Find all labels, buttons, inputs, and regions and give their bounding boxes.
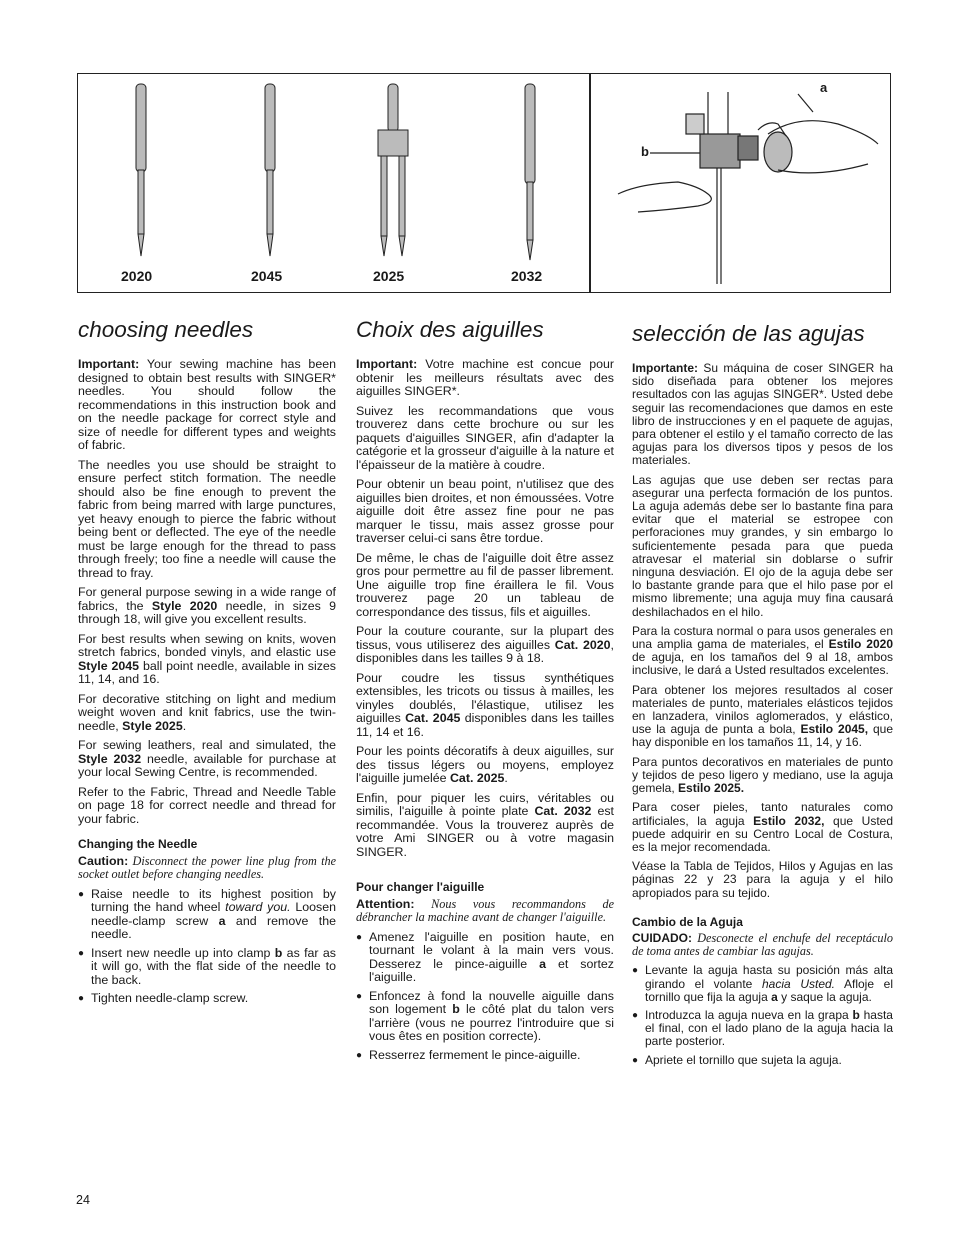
french-steps — [356, 931, 614, 1063]
french-column — [356, 316, 614, 1067]
callout-a: a — [820, 80, 828, 95]
needle-label-2020: 2020 — [121, 268, 153, 284]
english-para-3: For general purpose sewing in a wide range of fabrics, the Style 2020 needle, in sizes 9 through 18, will give you excellent results. — [78, 585, 337, 626]
spanish-step-3: ● Apriete el tornillo que sujeta la aguja. — [632, 1054, 893, 1067]
spanish-para-1: Importante: Su máquina de coser SINGER ha sido diseñada para obtener los mejores resultados con las agujas SINGER*. Usted debe seguir las recomendaciones que damos en este libro de instrucciones y en el paquete de agujas, para obtener el estilo y el tamaño correcto de las agujas para los diversos tipos y pesos de los materiales. — [632, 361, 893, 468]
spanish-para-5: Para puntos decorativos en materiales de punto y tejidos de peso ligero y mediano, use la aguja gemela, Estilo 2025. — [632, 754, 893, 796]
english-title: choosing needles — [78, 317, 254, 342]
french-para-7: Pour les points décoratifs à deux aiguilles, sur des tissus légers ou moyens, employez l'aiguille jumelée Cat. 2025. — [356, 744, 614, 785]
needle-figure — [77, 73, 891, 293]
spanish-column — [632, 316, 893, 1072]
french-step-3: ● Resserrez fermement le pince-aiguille. — [356, 1049, 614, 1063]
english-para-1: Important: Your sewing machine has been designed to obtain best results with SINGER* needles. You should follow the recommendations in this instruction book and on the needle package for correct style and size of needle for different types and weights of fabric. — [78, 357, 336, 452]
spanish-changing-heading: Cambio de la Aguja — [632, 914, 743, 929]
french-para-5: Pour la couture courante, sur la plupart des tissus, vous utiliserez des aiguilles Cat. 2020, disponibles dans les tailles 9 à 18. — [356, 624, 614, 665]
needle-label-2025: 2025 — [373, 268, 405, 284]
english-para-6: For sewing leathers, real and simulated, the Style 2032 needle, available for purchase at your local Sewing Centre, is recommended. — [78, 738, 336, 779]
spanish-steps — [632, 964, 893, 1066]
needle-clamp-drawing — [618, 92, 878, 284]
spanish-para-2: Las agujas que use deben ser rectas para asegurar una perfecta formación de los puntos. La aguja además debe ser lo bastante fina para evitar que el material se estropee con perforaciones muy grandes, y sin embargo lo suficientemente pesada para que pueda atravesar el material sin doblarse o sufrir ninguna desviación. El ojo de la aguja debe ser lo bastante grande para que el hilo pase por el mismo libremente; una aguja muy fina causará deshilachados en el hilo. — [632, 472, 893, 619]
english-step-3: ● Tighten needle-clamp screw. — [78, 992, 336, 1006]
spanish-caution: CUIDADO: Desconecte el enchufe del receptáculo de toma antes de cambiar las agujas. — [632, 930, 893, 959]
spanish-para-7: Véase la Tabla de Tejidos, Hilos y Agujas en las páginas 22 y 23 para la aguja y el hilo apropiados para su tejido. — [632, 859, 893, 900]
french-para-1: Important: Votre machine est concue pour obtenir les meilleurs résultats avec des aiguilles SINGER*. — [356, 357, 614, 398]
french-para-2: Suivez les recommandations que vous trouverez dans cette brochure ou sur les paquets d'aiguilles SINGER, afin d'adapter la catégorie et la grosseur d'aiguille à la nature et l'épaisseur de la matière à coudre. — [356, 403, 614, 472]
needles-illustration — [78, 74, 892, 294]
english-caution: Caution: Disconnect the power line plug from the socket outlet before changing needles. — [78, 853, 336, 881]
needle-2020-drawing — [136, 84, 146, 256]
french-caution: Attention: Nous vous recommandons de débrancher la machine avant de changer l'aiguille. — [356, 896, 614, 924]
spanish-para-4: Para obtener los mejores resultados al coser materiales de punto, materiales elásticos tejidos en lanzadera, vinilos aglomerados, y elástico, use la aguja de punta a bola, Estilo 2045, que hay disponible en los tamaños 11, 14, y 16. — [632, 682, 893, 750]
english-step-1: ● Raise needle to its highest position by turning the hand wheel toward you. Loosen needle-clamp screw a and remove the needle. — [78, 888, 336, 942]
spanish-title: selección de las agujas — [632, 321, 865, 346]
english-changing-heading: Changing the Needle — [78, 837, 198, 851]
spanish-para-3: Para la costura normal o para usos generales en una amplia gama de materiales, el Estilo 2020 de aguja, en los tamaños del 9 al 18, ambos inclusive, le dará a Usted resultados excelentes. — [632, 623, 893, 678]
french-step-2: ● Enfoncez à fond la nouvelle aiguille dans son logement b le côté plat du talon vers l'arrière (vous ne pourrez l'introduire que si vous êtes en position correcte). — [356, 990, 614, 1044]
english-para-7: Refer to the Fabric, Thread and Needle Table on page 18 for correct needle and thread for your fabric. — [78, 784, 336, 826]
french-title: Choix des aiguilles — [356, 317, 544, 342]
english-para-2: The needles you use should be straight to ensure perfect stitch formation. The needle should also be fine enough to prevent the fabric from being marred with large punctures, yet heavy enough to pierce the fabric without being bent or deflected. The eye of the needle must be large enough for the thread to pass through freely; too fine a needle will cause the thread to fray. — [78, 457, 336, 580]
english-step-2: ● Insert new needle up into clamp b as far as it will go, with the flat side of the needle to the back. — [78, 947, 336, 988]
needle-label-2045: 2045 — [251, 268, 283, 284]
french-para-3: Pour obtenir un beau point, n'utilisez que des aiguilles bien droites, et non émoussées. Votre aiguille doit être assez fine pour ne pas marquer le tissu, mais assez grosse pour traverser celui-ci sans être tordue. — [356, 477, 614, 545]
needle-2045-drawing — [265, 84, 275, 256]
spanish-step-1: ● Levante la aguja hasta su posición más alta girando el volante hacia Usted. Afloje el tornillo que fija la aguja a y saque la aguja. — [632, 964, 893, 1004]
french-step-1: ● Amenez l'aiguille en position haute, en tournant le volant à la main vers vous. Desserez le pince-aiguille a et sortez l'aiguille. — [356, 931, 614, 985]
callout-b: b — [641, 144, 649, 159]
english-column — [78, 316, 336, 1011]
needle-2025-drawing — [378, 84, 408, 256]
needle-2032-drawing — [525, 84, 535, 260]
figure-divider — [589, 74, 591, 292]
french-para-8: Enfin, pour piquer les cuirs, véritables ou similis, l'aiguille à pointe plate Cat. 2032 est recommandée. Vous la trouverez auprès de votre Ami SINGER ou à votre magasin SINGER. — [356, 790, 614, 859]
spanish-para-6: Para coser pieles, tanto naturales como artificiales, la aguja Estilo 2032, que Usted puede adquirir en su Centro Local de Costura, es la mejor recomendada. — [632, 800, 893, 854]
english-para-5: For decorative stitching on light and medium weight woven and knit fabrics, use the twin-needle, Style 2025. — [78, 691, 336, 733]
page-number: 24 — [76, 1193, 90, 1207]
english-steps — [78, 888, 336, 1006]
english-para-4: For best results when sewing on knits, woven stretch fabrics, bonded vinyls, and elastic use Style 2045 ball point needle, available in sizes 11, 14, and 16. — [78, 631, 337, 686]
french-para-4: De même, le chas de l'aiguille doit être assez gros pour permettre au fil de passer librement. Une aiguille trop fine éraillera le fil. Vous trouverez page 20 un tableau de correspondance des tissus, fils et aiguilles. — [356, 550, 614, 619]
french-para-6: Pour coudre les tissus synthétiques extensibles, les tricots ou tissus à mailles, les vinyles doublés, l'élastique, utilisez les aiguilles Cat. 2045 disponibles dans les tailles 11, 14 et 16. — [356, 670, 615, 739]
spanish-step-2: ● Introduzca la aguja nueva en la grapa b hasta el final, con el lado plano de la aguja hacia la parte posterior. — [632, 1009, 893, 1049]
needle-label-2032: 2032 — [511, 268, 543, 284]
french-changing-heading: Pour changer l'aiguille — [356, 880, 485, 894]
